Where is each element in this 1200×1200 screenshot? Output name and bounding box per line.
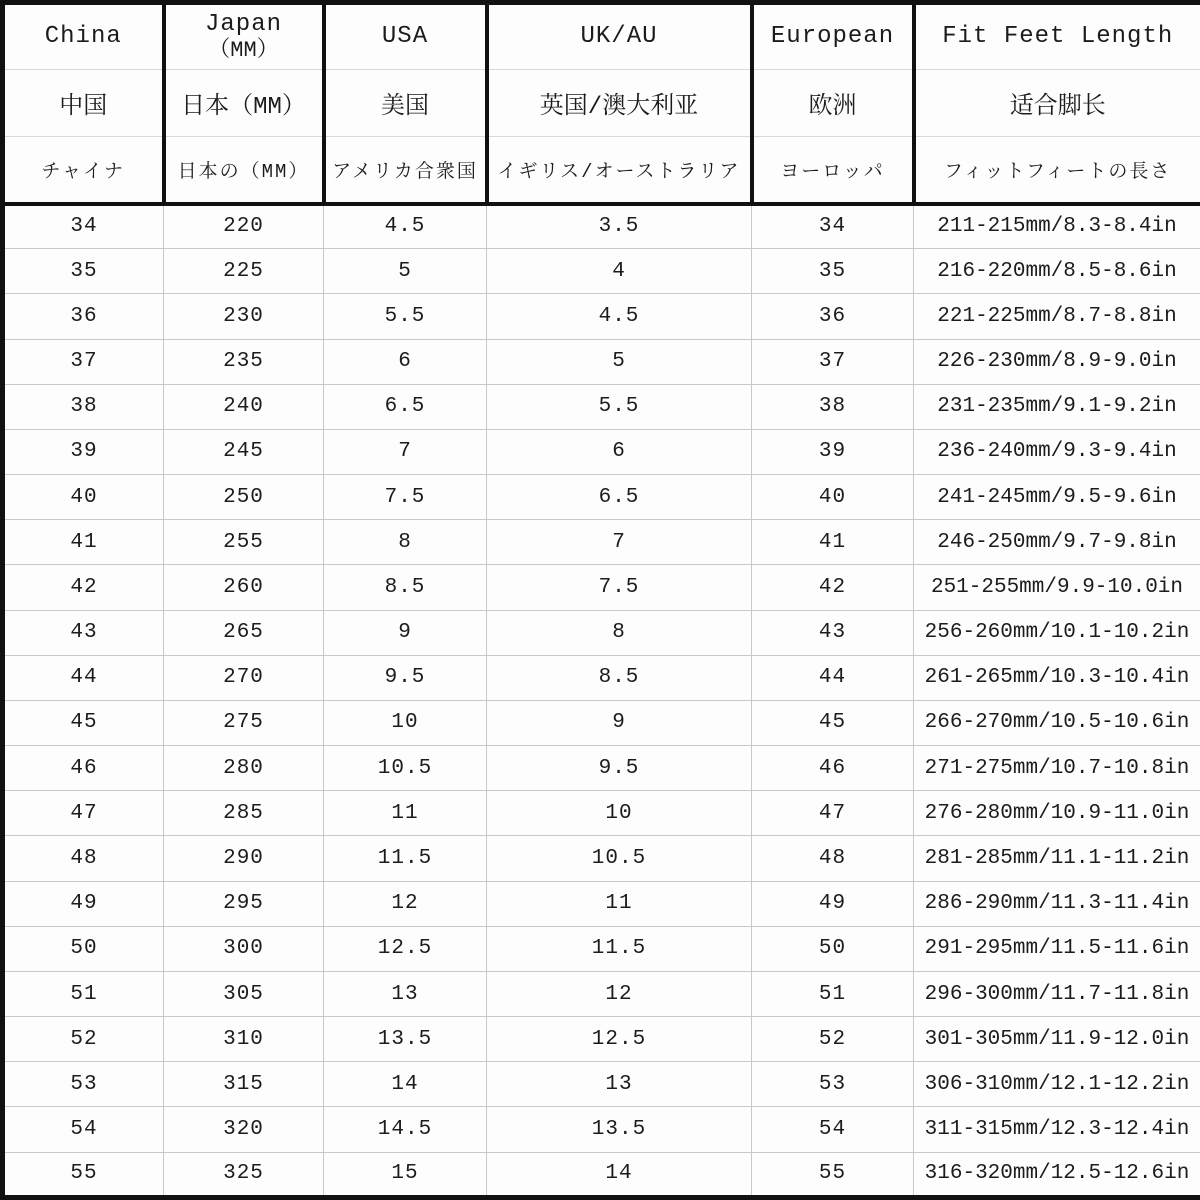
header-china-en	[3, 3, 164, 70]
cell-china: 42	[3, 565, 164, 610]
cell-japan: 325	[164, 1152, 324, 1197]
header-row-chinese	[3, 70, 1200, 137]
table-row	[3, 791, 1200, 836]
cell-japan: 300	[164, 926, 324, 971]
cell-usa: 12.5	[324, 926, 487, 971]
header-label: European	[770, 22, 895, 50]
cell-ukau: 8	[487, 610, 752, 655]
cell-ukau: 4	[487, 249, 752, 294]
header-european-ja: ヨーロッパ	[752, 137, 914, 204]
cell-fit: 221-225mm/8.7-8.8in	[914, 294, 1200, 339]
cell-fit: 231-235mm/9.1-9.2in	[914, 384, 1200, 429]
cell-ukau: 13.5	[487, 1107, 752, 1152]
table-row	[3, 384, 1200, 429]
cell-china: 45	[3, 700, 164, 745]
cell-european: 46	[752, 746, 914, 791]
cell-usa: 8.5	[324, 565, 487, 610]
cell-usa: 6.5	[324, 384, 487, 429]
cell-ukau: 7	[487, 520, 752, 565]
cell-china: 48	[3, 836, 164, 881]
header-label: USA	[381, 22, 429, 50]
header-china-ja: チャイナ	[3, 137, 164, 204]
cell-usa: 14.5	[324, 1107, 487, 1152]
cell-fit: 251-255mm/9.9-10.0in	[914, 565, 1200, 610]
cell-european: 43	[752, 610, 914, 655]
cell-usa: 4.5	[324, 204, 487, 249]
header-japan-ja: 日本の（MM）	[164, 137, 324, 204]
cell-china: 40	[3, 475, 164, 520]
cell-ukau: 10	[487, 791, 752, 836]
cell-japan: 270	[164, 655, 324, 700]
cell-usa: 11.5	[324, 836, 487, 881]
cell-japan: 285	[164, 791, 324, 836]
cell-european: 47	[752, 791, 914, 836]
cell-china: 49	[3, 881, 164, 926]
header-japan-en	[164, 3, 324, 70]
cell-european: 54	[752, 1107, 914, 1152]
cell-japan: 220	[164, 204, 324, 249]
cell-european: 55	[752, 1152, 914, 1197]
cell-european: 40	[752, 475, 914, 520]
cell-fit: 261-265mm/10.3-10.4in	[914, 655, 1200, 700]
header-european-en	[752, 3, 914, 70]
cell-japan: 265	[164, 610, 324, 655]
cell-european: 51	[752, 971, 914, 1016]
cell-japan: 255	[164, 520, 324, 565]
table-row	[3, 610, 1200, 655]
table-row	[3, 1062, 1200, 1107]
cell-fit: 281-285mm/11.1-11.2in	[914, 836, 1200, 881]
table-row	[3, 429, 1200, 474]
table-row	[3, 294, 1200, 339]
cell-ukau: 9	[487, 700, 752, 745]
cell-european: 49	[752, 881, 914, 926]
cell-ukau: 10.5	[487, 836, 752, 881]
cell-fit: 291-295mm/11.5-11.6in	[914, 926, 1200, 971]
cell-china: 51	[3, 971, 164, 1016]
cell-japan: 280	[164, 746, 324, 791]
cell-china: 37	[3, 339, 164, 384]
cell-usa: 6	[324, 339, 487, 384]
table-row	[3, 1107, 1200, 1152]
cell-european: 41	[752, 520, 914, 565]
cell-european: 45	[752, 700, 914, 745]
cell-fit: 286-290mm/11.3-11.4in	[914, 881, 1200, 926]
table-header	[3, 3, 1200, 204]
header-japan-zh: 日本（MM）	[164, 70, 324, 137]
header-european-zh: 欧洲	[752, 70, 914, 137]
cell-china: 52	[3, 1017, 164, 1062]
cell-japan: 240	[164, 384, 324, 429]
table-row	[3, 836, 1200, 881]
table-row	[3, 204, 1200, 249]
table-row	[3, 475, 1200, 520]
cell-fit: 311-315mm/12.3-12.4in	[914, 1107, 1200, 1152]
table-row	[3, 881, 1200, 926]
cell-china: 35	[3, 249, 164, 294]
header-label-sub: （MM）	[208, 38, 279, 64]
cell-ukau: 13	[487, 1062, 752, 1107]
table-row	[3, 339, 1200, 384]
cell-fit: 256-260mm/10.1-10.2in	[914, 610, 1200, 655]
cell-fit: 246-250mm/9.7-9.8in	[914, 520, 1200, 565]
cell-usa: 13.5	[324, 1017, 487, 1062]
cell-japan: 275	[164, 700, 324, 745]
cell-china: 36	[3, 294, 164, 339]
cell-ukau: 6	[487, 429, 752, 474]
table-row	[3, 520, 1200, 565]
cell-usa: 5	[324, 249, 487, 294]
cell-ukau: 6.5	[487, 475, 752, 520]
cell-usa: 9	[324, 610, 487, 655]
header-label: Fit Feet Length	[942, 22, 1174, 50]
cell-fit: 316-320mm/12.5-12.6in	[914, 1152, 1200, 1197]
table-row	[3, 565, 1200, 610]
cell-usa: 8	[324, 520, 487, 565]
cell-usa: 15	[324, 1152, 487, 1197]
table-row	[3, 655, 1200, 700]
header-china-zh: 中国	[3, 70, 164, 137]
cell-ukau: 4.5	[487, 294, 752, 339]
header-label: China	[44, 22, 122, 50]
cell-fit: 241-245mm/9.5-9.6in	[914, 475, 1200, 520]
cell-japan: 315	[164, 1062, 324, 1107]
cell-fit: 306-310mm/12.1-12.2in	[914, 1062, 1200, 1107]
cell-ukau: 11.5	[487, 926, 752, 971]
cell-china: 41	[3, 520, 164, 565]
header-usa-zh: 美国	[324, 70, 487, 137]
table-row	[3, 971, 1200, 1016]
cell-usa: 7	[324, 429, 487, 474]
table-row	[3, 1152, 1200, 1197]
cell-japan: 295	[164, 881, 324, 926]
cell-ukau: 12	[487, 971, 752, 1016]
cell-usa: 10.5	[324, 746, 487, 791]
size-table-body	[3, 204, 1200, 1198]
cell-european: 50	[752, 926, 914, 971]
cell-china: 34	[3, 204, 164, 249]
table-row	[3, 700, 1200, 745]
cell-ukau: 5	[487, 339, 752, 384]
cell-usa: 9.5	[324, 655, 487, 700]
header-label: Japan	[204, 10, 282, 38]
cell-japan: 245	[164, 429, 324, 474]
table-row	[3, 746, 1200, 791]
cell-china: 46	[3, 746, 164, 791]
header-fit-ja: フィットフィートの長さ	[914, 137, 1200, 204]
header-label: UK/AU	[580, 22, 658, 50]
cell-ukau: 11	[487, 881, 752, 926]
header-fit-zh: 适合脚长	[914, 70, 1200, 137]
cell-china: 47	[3, 791, 164, 836]
header-usa-en	[324, 3, 487, 70]
header-ukau-zh: 英国/澳大利亚	[487, 70, 752, 137]
cell-european: 52	[752, 1017, 914, 1062]
cell-china: 53	[3, 1062, 164, 1107]
table-row	[3, 926, 1200, 971]
cell-fit: 301-305mm/11.9-12.0in	[914, 1017, 1200, 1062]
cell-fit: 226-230mm/8.9-9.0in	[914, 339, 1200, 384]
cell-japan: 235	[164, 339, 324, 384]
header-row-japanese	[3, 137, 1200, 204]
cell-ukau: 5.5	[487, 384, 752, 429]
cell-fit: 216-220mm/8.5-8.6in	[914, 249, 1200, 294]
cell-fit: 296-300mm/11.7-11.8in	[914, 971, 1200, 1016]
header-fit-en	[914, 3, 1200, 70]
cell-usa: 10	[324, 700, 487, 745]
cell-japan: 305	[164, 971, 324, 1016]
cell-european: 44	[752, 655, 914, 700]
table-row	[3, 1017, 1200, 1062]
cell-usa: 11	[324, 791, 487, 836]
header-usa-ja: アメリカ合衆国	[324, 137, 487, 204]
cell-ukau: 7.5	[487, 565, 752, 610]
cell-china: 44	[3, 655, 164, 700]
cell-fit: 211-215mm/8.3-8.4in	[914, 204, 1200, 249]
cell-european: 48	[752, 836, 914, 881]
cell-fit: 266-270mm/10.5-10.6in	[914, 700, 1200, 745]
cell-european: 34	[752, 204, 914, 249]
cell-ukau: 8.5	[487, 655, 752, 700]
cell-fit: 271-275mm/10.7-10.8in	[914, 746, 1200, 791]
cell-usa: 7.5	[324, 475, 487, 520]
cell-japan: 225	[164, 249, 324, 294]
cell-ukau: 12.5	[487, 1017, 752, 1062]
cell-china: 38	[3, 384, 164, 429]
cell-european: 35	[752, 249, 914, 294]
cell-china: 39	[3, 429, 164, 474]
cell-china: 50	[3, 926, 164, 971]
cell-japan: 320	[164, 1107, 324, 1152]
cell-ukau: 3.5	[487, 204, 752, 249]
table-row	[3, 249, 1200, 294]
cell-japan: 310	[164, 1017, 324, 1062]
cell-japan: 290	[164, 836, 324, 881]
cell-european: 37	[752, 339, 914, 384]
cell-european: 53	[752, 1062, 914, 1107]
cell-usa: 14	[324, 1062, 487, 1107]
cell-usa: 12	[324, 881, 487, 926]
cell-china: 43	[3, 610, 164, 655]
cell-fit: 236-240mm/9.3-9.4in	[914, 429, 1200, 474]
cell-japan: 250	[164, 475, 324, 520]
cell-china: 54	[3, 1107, 164, 1152]
cell-european: 39	[752, 429, 914, 474]
cell-ukau: 14	[487, 1152, 752, 1197]
cell-european: 42	[752, 565, 914, 610]
header-row-english	[3, 3, 1200, 70]
header-ukau-ja: イギリス/オーストラリア	[487, 137, 752, 204]
cell-usa: 13	[324, 971, 487, 1016]
cell-ukau: 9.5	[487, 746, 752, 791]
cell-japan: 230	[164, 294, 324, 339]
cell-usa: 5.5	[324, 294, 487, 339]
header-ukau-en	[487, 3, 752, 70]
cell-china: 55	[3, 1152, 164, 1197]
cell-european: 38	[752, 384, 914, 429]
cell-fit: 276-280mm/10.9-11.0in	[914, 791, 1200, 836]
cell-japan: 260	[164, 565, 324, 610]
cell-european: 36	[752, 294, 914, 339]
